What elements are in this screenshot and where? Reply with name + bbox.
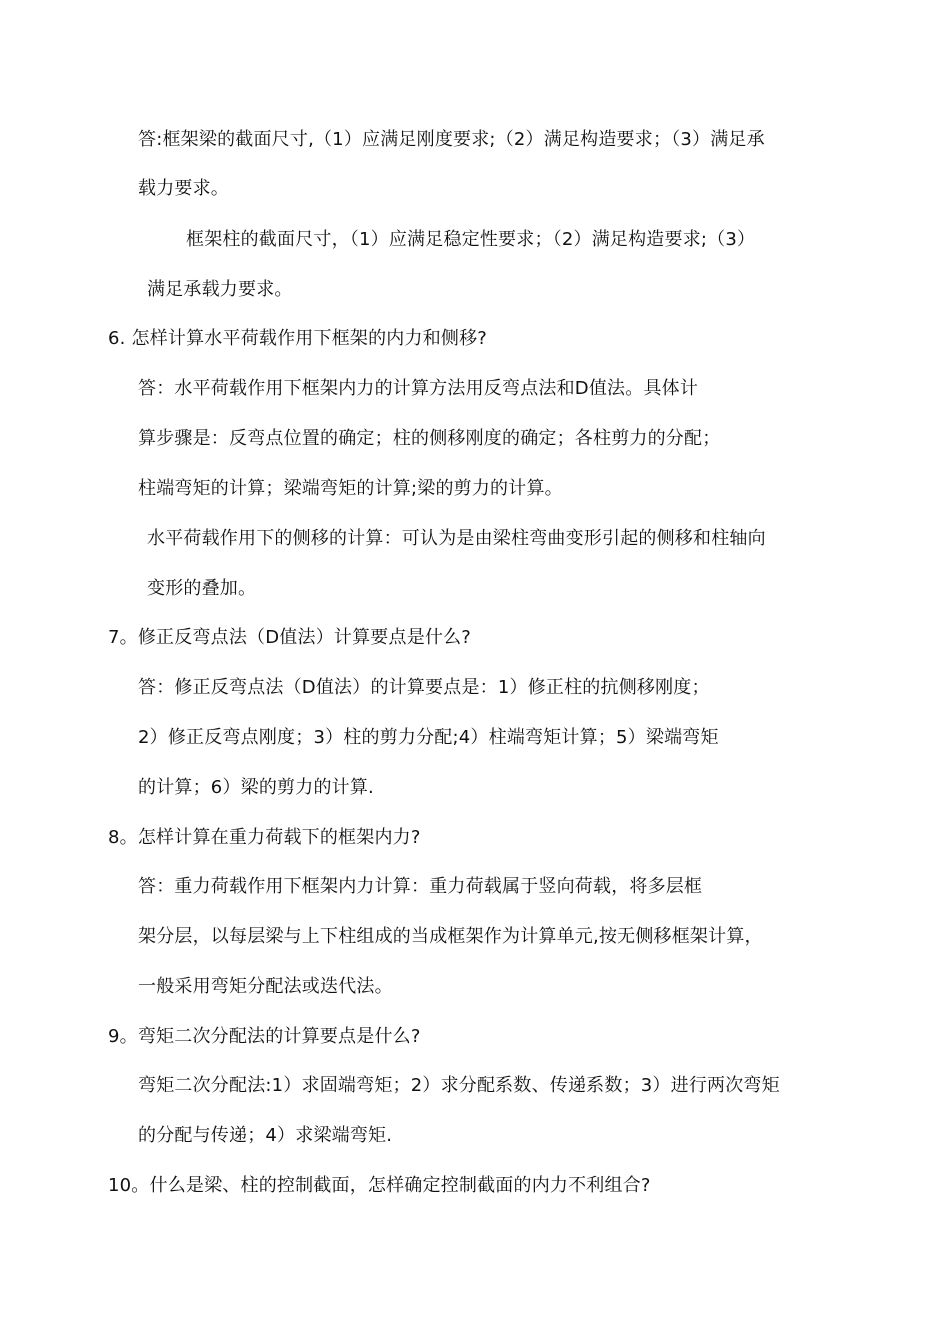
answer-7-line-3: 的计算；6）梁的剪力的计算. — [138, 777, 374, 798]
answer-5-column-line-2: 满足承载力要求。 — [147, 279, 293, 300]
answer-6-line-3: 柱端弯矩的计算；梁端弯矩的计算;梁的剪力的计算。 — [138, 478, 563, 499]
answer-9-line-1: 弯矩二次分配法:1）求固端弯矩；2）求分配系数、传递系数；3）进行两次弯矩 — [138, 1075, 780, 1096]
answer-6-line-2: 算步骤是：反弯点位置的确定；柱的侧移刚度的确定；各柱剪力的分配； — [138, 428, 721, 449]
answer-5-beam-line-2: 载力要求。 — [138, 178, 229, 199]
answer-7-line-2: 2）修正反弯点刚度；3）柱的剪力分配;4）柱端弯矩计算；5）梁端弯矩 — [138, 727, 719, 748]
question-7: 7。修正反弯点法（D值法）计算要点是什么? — [108, 627, 472, 648]
answer-8-line-2: 架分层，以每层梁与上下柱组成的当成框架作为计算单元,按无侧移框架计算， — [138, 926, 763, 947]
answer-5-beam-line-1: 答:框架梁的截面尺寸,（1）应满足刚度要求;（2）满足构造要求；（3）满足承 — [138, 129, 765, 150]
answer-7-line-1: 答：修正反弯点法（D值法）的计算要点是：1）修正柱的抗侧移刚度； — [138, 677, 710, 698]
question-8: 8。怎样计算在重力荷载下的框架内力? — [108, 827, 421, 848]
answer-9-line-2: 的分配与传递；4）求梁端弯矩. — [138, 1125, 393, 1146]
question-6: 6. 怎样计算水平荷载作用下框架的内力和侧移? — [108, 328, 488, 349]
answer-8-line-1: 答：重力荷载作用下框架内力计算：重力荷载属于竖向荷载，将多层框 — [138, 876, 703, 897]
answer-5-column-line-1: 框架柱的截面尺寸，（1）应满足稳定性要求；（2）满足构造要求;（3） — [186, 229, 756, 250]
answer-8-line-3: 一般采用弯矩分配法或迭代法。 — [138, 976, 393, 997]
answer-6-line-1: 答：水平荷载作用下框架内力的计算方法用反弯点法和D值法。具体计 — [138, 378, 699, 399]
question-9: 9。弯矩二次分配法的计算要点是什么? — [108, 1026, 421, 1047]
answer-6-line-4: 水平荷载作用下的侧移的计算：可认为是由梁柱弯曲变形引起的侧移和柱轴向 — [147, 528, 766, 549]
question-10: 10。什么是梁、柱的控制截面，怎样确定控制截面的内力不利组合? — [108, 1175, 651, 1196]
answer-6-line-5: 变形的叠加。 — [147, 578, 257, 599]
